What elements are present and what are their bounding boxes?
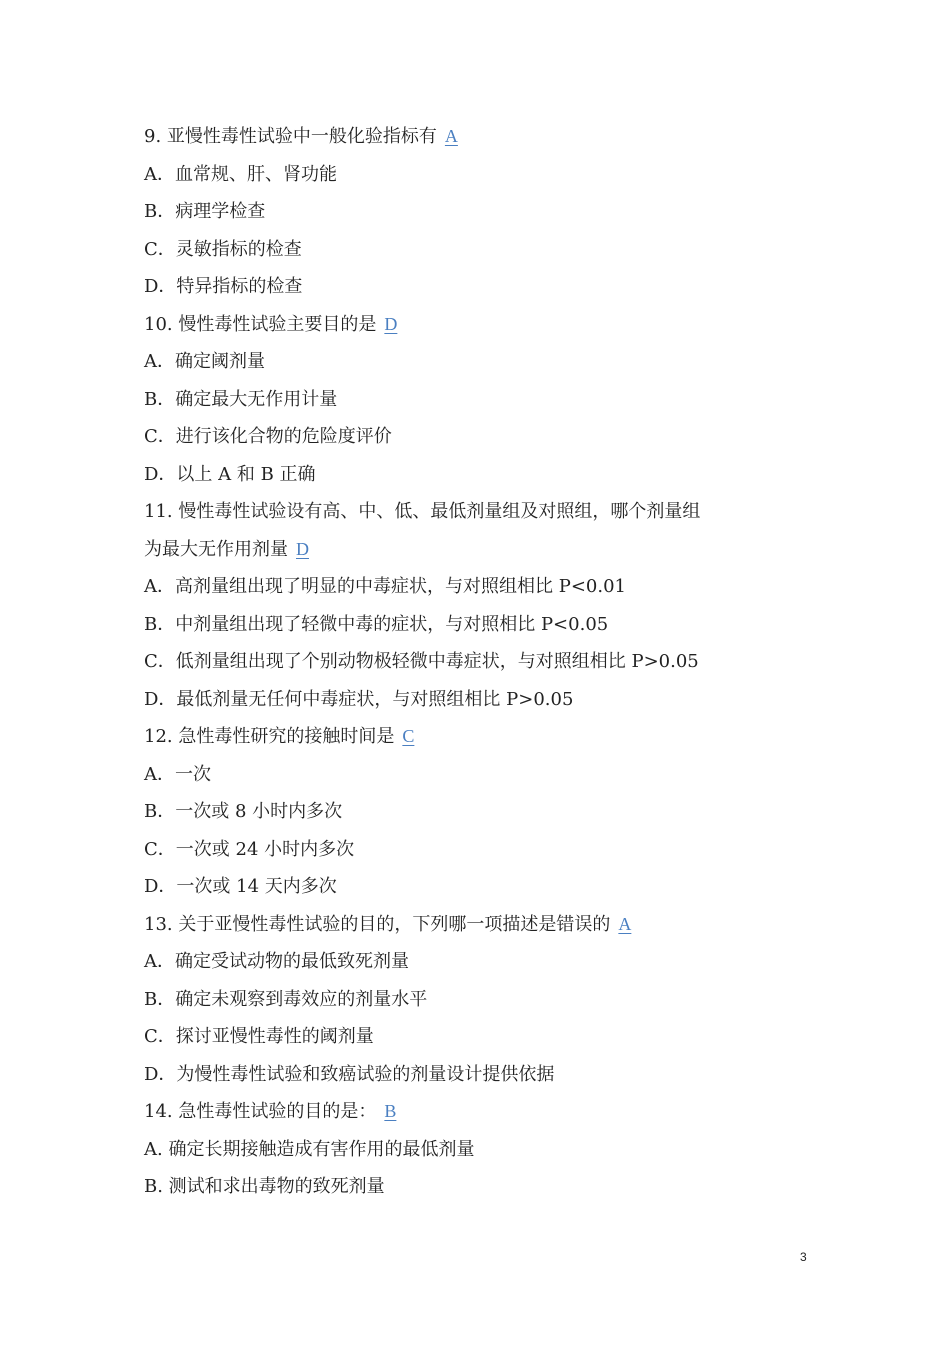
option: C．一次或 24 小时内多次 xyxy=(144,838,355,860)
question-stem-text: 10. 慢性毒性试验主要目的是 xyxy=(144,313,377,335)
option: B．一次或 8 小时内多次 xyxy=(144,801,343,822)
option: B. 测试和求出毒物的致死剂量 xyxy=(144,1176,385,1197)
answer-blank: C xyxy=(402,726,415,746)
answer-blank: A xyxy=(618,913,632,934)
question-stem xyxy=(144,906,784,944)
option: A. 确定长期接触造成有害作用的最低剂量 xyxy=(144,1138,475,1160)
option: B．确定最大无作用计量 xyxy=(144,388,338,410)
question-stem-text: 9. 亚慢性毒性试验中一般化验指标有 xyxy=(144,126,437,147)
option: D．特异指标的检查 xyxy=(144,276,303,297)
question-stem xyxy=(144,718,784,756)
option: B．确定未观察到毒效应的剂量水平 xyxy=(144,988,428,1010)
option: D．以上 A 和 B 正确 xyxy=(144,463,316,485)
question-stem xyxy=(144,118,784,156)
option: C．进行该化合物的危险度评价 xyxy=(144,426,392,447)
answer-blank: D xyxy=(384,313,398,334)
option: A．确定阈剂量 xyxy=(144,351,265,372)
question-stem: 11. 慢性毒性试验设有高、中、低、最低剂量组及对照组，哪个剂量组 xyxy=(144,501,701,522)
question-list xyxy=(144,118,784,1206)
question-stem-text: 12. 急性毒性研究的接触时间是 xyxy=(144,726,395,747)
question-stem-continued xyxy=(144,531,784,569)
option: D．为慢性毒性试验和致癌试验的剂量设计提供依据 xyxy=(144,1063,555,1085)
option: C．探讨亚慢性毒性的阈剂量 xyxy=(144,1026,374,1047)
option: A．一次 xyxy=(144,763,211,785)
question-stem-text: 14. 急性毒性试验的目的是： xyxy=(144,1101,377,1122)
page-number: 3 xyxy=(800,1250,807,1264)
option: A．高剂量组出现了明显的中毒症状，与对照组相比 P<0.01 xyxy=(144,576,626,597)
option: A．确定受试动物的最低致死剂量 xyxy=(144,951,409,972)
answer-blank: A xyxy=(444,126,458,146)
question-stem xyxy=(144,1093,784,1131)
answer-blank: D xyxy=(296,538,309,559)
option: C．低剂量组出现了个别动物极轻微中毒症状，与对照组相比 P>0.05 xyxy=(144,651,699,672)
option: C．灵敏指标的检查 xyxy=(144,238,302,260)
question-stem-text: 13. 关于亚慢性毒性试验的目的，下列哪一项描述是错误的 xyxy=(144,913,611,935)
option: A．血常规、肝、肾功能 xyxy=(144,163,337,185)
question-stem xyxy=(144,306,784,344)
option: D．一次或 14 天内多次 xyxy=(144,876,337,897)
option: B．病理学检查 xyxy=(144,201,266,222)
option: D．最低剂量无任何中毒症状，与对照组相比 P>0.05 xyxy=(144,688,574,710)
question-stem-text: 为最大无作用剂量 xyxy=(144,538,288,560)
option: B．中剂量组出现了轻微中毒的症状，与对照相比 P<0.05 xyxy=(144,613,609,635)
answer-blank: B xyxy=(384,1101,397,1121)
